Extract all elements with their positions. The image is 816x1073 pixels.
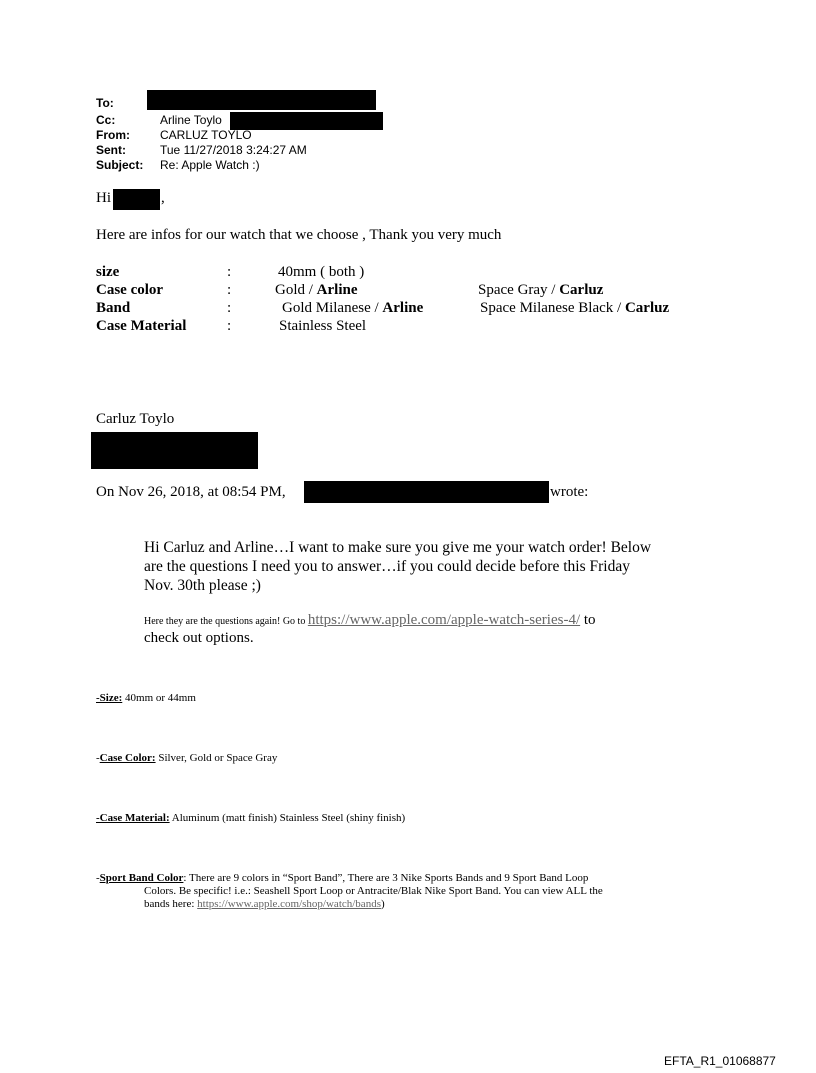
redaction-signature (91, 432, 258, 469)
to-label: To: (96, 96, 114, 110)
redaction-sender (304, 481, 549, 503)
from-label: From: (96, 128, 130, 142)
cc-label: Cc: (96, 113, 116, 127)
question-band-line-2: Colors. Be specific! i.e.: Seashell Sport Loop or Antracite/Blak Nike Sport Band. You can view ALL the (144, 885, 603, 897)
quoted-line-1: Hi Carluz and Arline…I want to make sure you give me your watch order! Below (144, 539, 652, 556)
question-case-color: -Case Color: Silver, Gold or Space Gray (96, 752, 278, 764)
spec-value-case-color-a: Gold / Arline (275, 282, 358, 298)
intro-text: Here are infos for our watch that we choose , Thank you very much (96, 227, 502, 243)
question-size: -Size: 40mm or 44mm (96, 692, 196, 704)
redaction-cc (230, 112, 383, 130)
quoted-para2: Here they are the questions again! Go to https://www.apple.com/apple-watch-series-4/ to (144, 612, 596, 628)
quoted-line-3: Nov. 30th please ;) (144, 577, 261, 594)
spec-colon: : (227, 264, 232, 280)
redaction-to (147, 90, 376, 110)
redaction-greeting (113, 189, 160, 210)
apple-watch-link[interactable]: https://www.apple.com/apple-watch-series-4/ (307, 612, 581, 628)
from-value: CARLUZ TOYLO (160, 128, 252, 142)
spec-value-size: 40mm ( both ) (278, 264, 365, 280)
spec-colon: : (227, 300, 232, 316)
spec-value-band-a: Gold Milanese / Arline (282, 300, 424, 316)
document-id: EFTA_R1_01068877 (664, 1054, 776, 1068)
cc-value: Arline Toylo (160, 113, 222, 127)
spec-label-case-material: Case Material (96, 318, 187, 334)
quoted-para2-line2: check out options. (144, 630, 254, 646)
sent-value: Tue 11/27/2018 3:24:27 AM (160, 143, 307, 157)
spec-label-size: size (96, 264, 120, 280)
quote-intro: On Nov 26, 2018, at 08:54 PM, (96, 484, 286, 500)
quoted-line-2: are the questions I need you to answer…if you could decide before this Friday (144, 558, 630, 575)
spec-colon: : (227, 282, 232, 298)
quote-intro-wrote: wrote: (550, 484, 589, 500)
question-case-material: -Case Material: Aluminum (matt finish) Stainless Steel (shiny finish) (96, 812, 406, 824)
spec-label-case-color: Case color (96, 282, 164, 298)
greeting: Hi (96, 190, 111, 206)
sent-label: Sent: (96, 143, 126, 157)
apple-bands-link[interactable]: https://www.apple.com/shop/watch/bands (197, 898, 381, 910)
signature-name: Carluz Toylo (96, 411, 175, 427)
subject-value: Re: Apple Watch :) (160, 158, 260, 172)
spec-value-case-material: Stainless Steel (279, 318, 367, 334)
spec-value-case-color-b: Space Gray / Carluz (478, 282, 604, 298)
spec-value-band-b: Space Milanese Black / Carluz (480, 300, 670, 316)
greeting-comma: , (161, 190, 165, 206)
question-band-line-3: bands here: https://www.apple.com/shop/watch/bands) (144, 898, 385, 910)
subject-label: Subject: (96, 158, 144, 172)
spec-label-band: Band (96, 300, 131, 316)
spec-colon: : (227, 318, 232, 334)
question-band-line-1: -Sport Band Color: There are 9 colors in “Sport Band”, There are 3 Nike Sports Bands and 9 Sport Band Loop (96, 872, 589, 884)
